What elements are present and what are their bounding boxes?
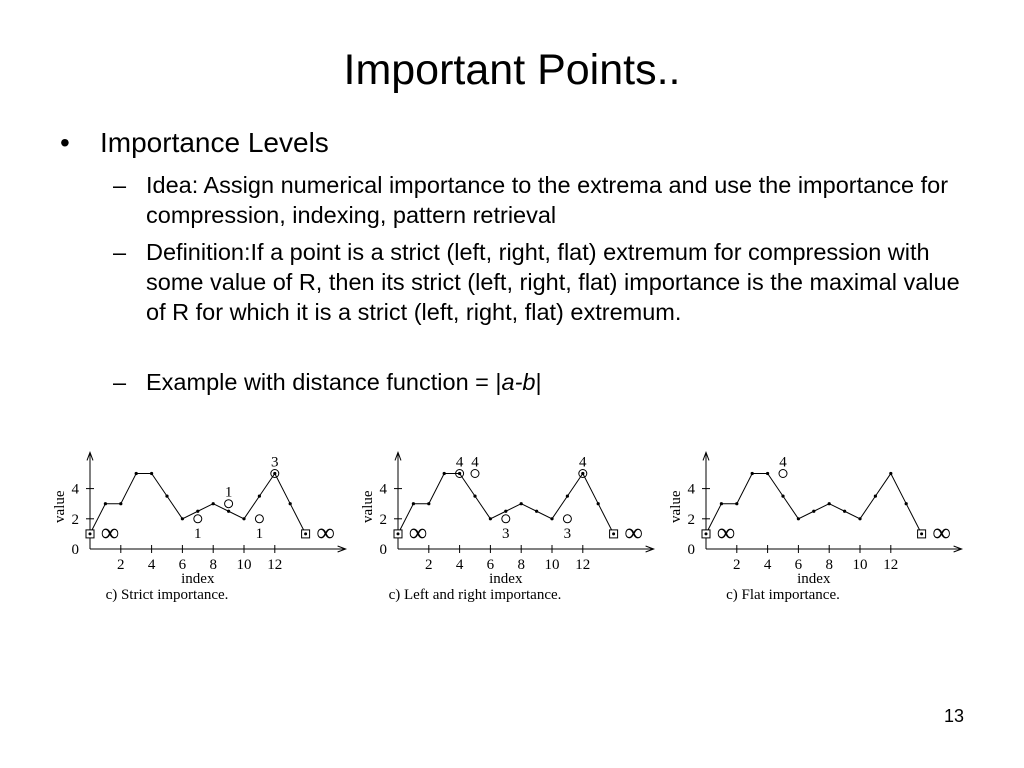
page-number: 13 bbox=[943, 706, 964, 726]
data-point bbox=[443, 472, 446, 475]
importance-label: 1 bbox=[224, 484, 233, 501]
data-point bbox=[196, 510, 199, 513]
subitem-example bbox=[113, 367, 963, 397]
figure-caption: c) Flat importance. bbox=[726, 587, 840, 603]
data-point bbox=[227, 510, 230, 513]
data-point bbox=[535, 510, 538, 513]
subitem-definition-text: Definition:If a point is a strict (left, right, flat) extremum for compression with some value of R, then its strict (left, right, flat) importance is the maximal value of R for which it is a strict (left, right, flat) extremum. bbox=[146, 239, 960, 325]
slide-title: Important Points.. bbox=[343, 46, 681, 94]
importance-label: 4 bbox=[455, 454, 464, 471]
data-point bbox=[828, 502, 831, 505]
importance-circle bbox=[471, 470, 479, 478]
x-tick-label-2: 2 bbox=[117, 557, 125, 573]
importance-label: 4 bbox=[779, 454, 787, 471]
data-point bbox=[458, 472, 461, 475]
endpoint-label: ∞ bbox=[932, 517, 951, 547]
data-point bbox=[812, 510, 815, 513]
data-point bbox=[858, 517, 861, 520]
x-axis-label: index bbox=[489, 571, 523, 587]
importance-label: 3 bbox=[271, 454, 279, 471]
data-point bbox=[473, 495, 476, 498]
endpoint-label: ∞ bbox=[100, 517, 120, 547]
importance-label: 1 bbox=[255, 525, 264, 542]
data-point bbox=[119, 502, 122, 505]
figure-flat-importance bbox=[661, 440, 981, 615]
x-tick-label-10: 10 bbox=[236, 557, 252, 573]
data-point bbox=[165, 495, 168, 498]
subitem-idea bbox=[113, 170, 963, 230]
y-tick-label-2: 2 bbox=[71, 511, 79, 528]
endpoint-label: ∞ bbox=[408, 517, 428, 547]
subitem-example-text bbox=[146, 367, 963, 397]
subitem-dash: – bbox=[113, 369, 127, 395]
importance-circle bbox=[779, 470, 787, 478]
endpoint-label: ∞ bbox=[624, 517, 643, 547]
data-point bbox=[905, 502, 908, 505]
data-point bbox=[135, 472, 138, 475]
y-tick-label-0: 0 bbox=[379, 542, 387, 558]
data-point bbox=[612, 532, 615, 535]
data-point bbox=[212, 502, 215, 505]
x-tick-label-12: 12 bbox=[267, 557, 283, 573]
data-point bbox=[520, 502, 523, 505]
data-point bbox=[304, 532, 307, 535]
chart-flat-importance bbox=[661, 440, 981, 615]
bullet-dot: • bbox=[60, 127, 70, 158]
importance-label: 4 bbox=[579, 454, 587, 471]
importance-circle bbox=[225, 500, 233, 508]
example-text-after: | bbox=[535, 369, 542, 395]
x-axis-label: index bbox=[181, 571, 215, 587]
data-point bbox=[797, 517, 800, 520]
figure-caption: c) Strict importance. bbox=[105, 587, 229, 603]
data-point bbox=[843, 510, 846, 513]
y-tick-label-4: 4 bbox=[687, 481, 695, 498]
data-point bbox=[566, 495, 569, 498]
example-text-before: Example with distance function = | bbox=[146, 369, 502, 395]
y-axis-label: value bbox=[360, 490, 376, 523]
example-text-italic: a-b bbox=[501, 369, 536, 395]
endpoint-label: ∞ bbox=[716, 517, 736, 547]
data-point bbox=[150, 472, 153, 475]
data-point bbox=[242, 517, 245, 520]
data-point bbox=[550, 517, 553, 520]
data-point bbox=[766, 472, 769, 475]
chart-left-right-importance bbox=[353, 440, 673, 615]
data-point bbox=[289, 502, 292, 505]
data-point bbox=[597, 502, 600, 505]
y-axis-label: value bbox=[668, 490, 684, 523]
x-tick-label-8: 8 bbox=[517, 557, 525, 573]
importance-label: 3 bbox=[563, 525, 572, 542]
x-tick-label-2: 2 bbox=[425, 557, 433, 573]
x-tick-label-12: 12 bbox=[575, 557, 591, 573]
data-point bbox=[504, 510, 507, 513]
x-tick-label-6: 6 bbox=[486, 557, 495, 573]
x-tick-label-8: 8 bbox=[209, 557, 217, 573]
bullet-label: Importance Levels bbox=[100, 127, 329, 158]
data-point bbox=[720, 502, 723, 505]
data-point bbox=[427, 502, 430, 505]
data-point bbox=[874, 495, 877, 498]
importance-circle bbox=[255, 515, 263, 523]
data-point bbox=[258, 495, 261, 498]
subitem-idea-text: Idea: Assign numerical importance to the extrema and use the importance for compression, indexing, pattern retrieval bbox=[146, 172, 949, 228]
y-tick-label-0: 0 bbox=[687, 542, 695, 558]
chart-strict-importance bbox=[45, 440, 365, 615]
y-tick-label-4: 4 bbox=[379, 481, 387, 498]
x-tick-label-4: 4 bbox=[147, 557, 156, 573]
data-point bbox=[781, 495, 784, 498]
data-point bbox=[181, 517, 184, 520]
data-point bbox=[397, 532, 400, 535]
x-tick-label-2: 2 bbox=[733, 557, 741, 573]
y-tick-label-0: 0 bbox=[71, 542, 79, 558]
importance-label: 1 bbox=[194, 525, 202, 542]
importance-circle bbox=[502, 515, 510, 523]
data-point bbox=[273, 472, 276, 475]
figure-strict-importance bbox=[45, 440, 365, 615]
data-point bbox=[920, 532, 923, 535]
data-point bbox=[889, 472, 892, 475]
x-tick-label-8: 8 bbox=[825, 557, 833, 573]
x-tick-label-4: 4 bbox=[763, 557, 772, 573]
endpoint-label: ∞ bbox=[316, 517, 335, 547]
x-tick-label-4: 4 bbox=[455, 557, 464, 573]
x-tick-label-10: 10 bbox=[544, 557, 560, 573]
importance-label: 4 bbox=[471, 454, 479, 471]
subitem-dash: – bbox=[113, 239, 127, 265]
y-axis-label: value bbox=[52, 490, 68, 523]
importance-circle bbox=[194, 515, 202, 523]
x-tick-label-6: 6 bbox=[178, 557, 187, 573]
subitem-definition bbox=[113, 237, 963, 327]
importance-circle bbox=[563, 515, 571, 523]
x-tick-label-6: 6 bbox=[794, 557, 803, 573]
data-point bbox=[581, 472, 584, 475]
data-point bbox=[751, 472, 754, 475]
figure-left-right-importance bbox=[353, 440, 673, 615]
data-point bbox=[89, 532, 92, 535]
y-tick-label-2: 2 bbox=[379, 511, 387, 528]
importance-label: 3 bbox=[502, 525, 510, 542]
figure-caption: c) Left and right importance. bbox=[388, 587, 562, 603]
x-tick-label-10: 10 bbox=[852, 557, 868, 573]
data-point bbox=[412, 502, 415, 505]
y-tick-label-4: 4 bbox=[71, 481, 79, 498]
x-axis-label: index bbox=[797, 571, 831, 587]
data-point bbox=[735, 502, 738, 505]
x-tick-label-12: 12 bbox=[883, 557, 899, 573]
subitem-dash: – bbox=[113, 172, 127, 198]
data-point bbox=[705, 532, 708, 535]
data-point bbox=[489, 517, 492, 520]
data-point bbox=[104, 502, 107, 505]
y-tick-label-2: 2 bbox=[687, 511, 695, 528]
